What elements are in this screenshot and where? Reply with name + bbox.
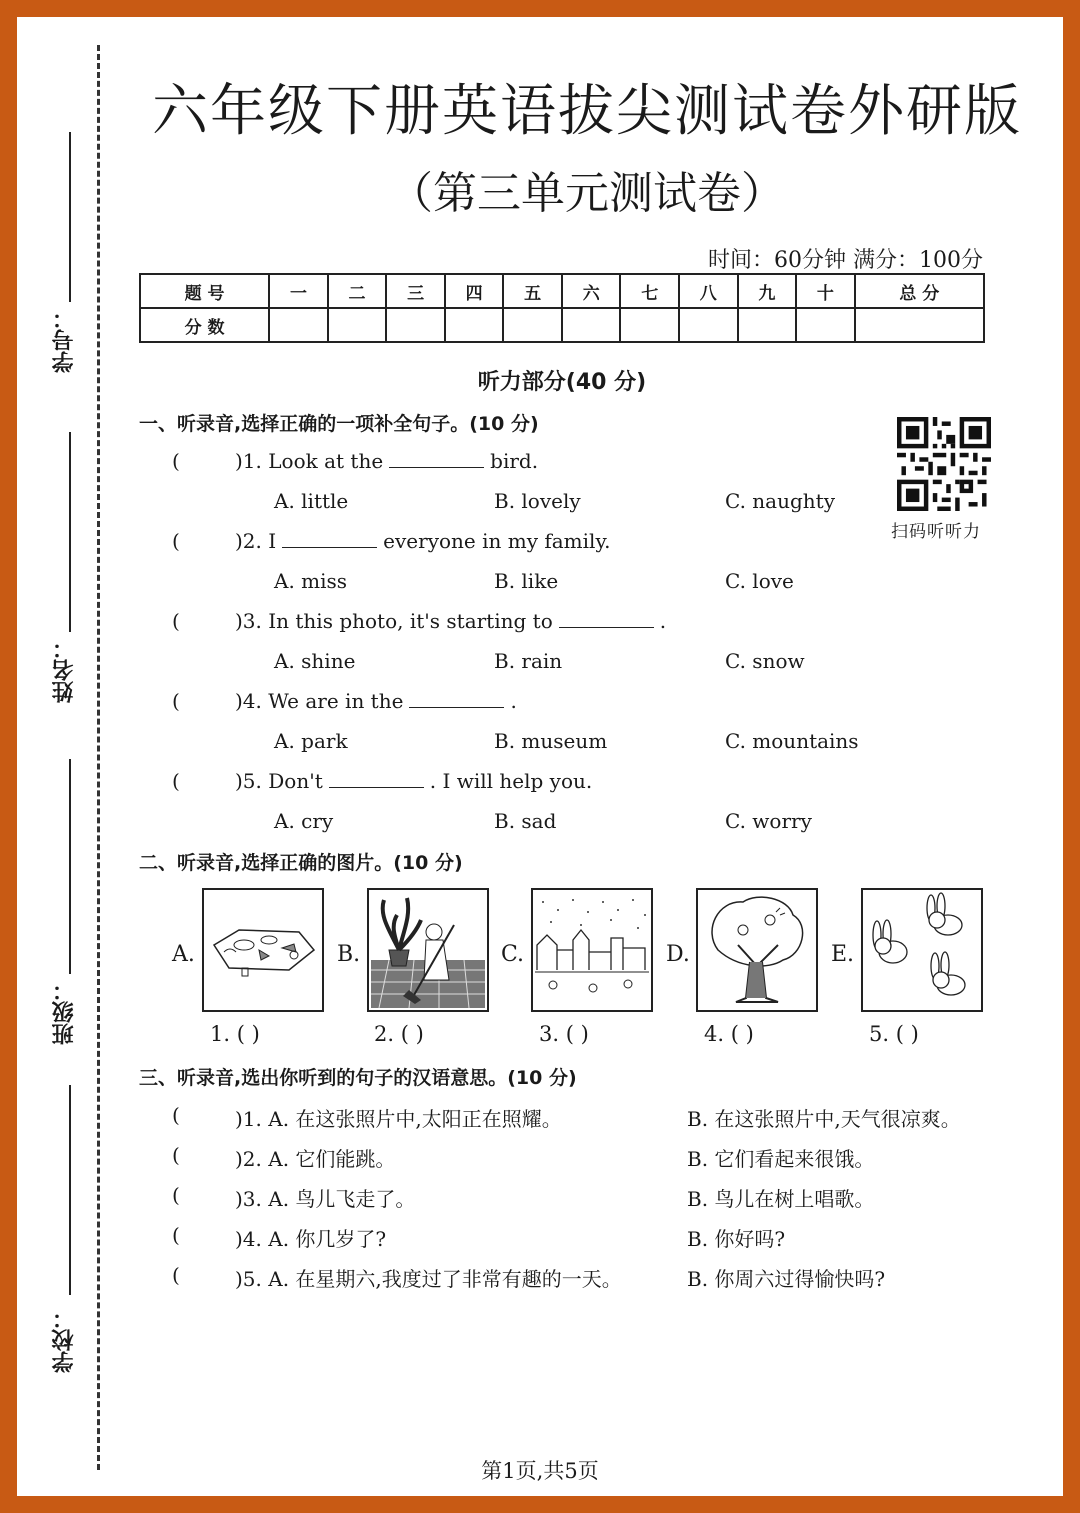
pic-c-letter: C. xyxy=(501,942,525,967)
student-id-label: 学号： xyxy=(52,307,77,373)
s1-q5-option-c: C. worry xyxy=(725,809,812,833)
picture-b-girl-sweeping[interactable] xyxy=(367,888,489,1012)
school-line xyxy=(69,1085,71,1295)
s1-q1-option-b: B. lovely xyxy=(494,489,581,513)
score-header-cell: 七 xyxy=(620,274,679,308)
s3-q3-paren[interactable]: ( xyxy=(172,1183,180,1207)
picture-d-birds-in-tree[interactable] xyxy=(696,888,818,1012)
s3-q1-option-b: B. 在这张照片中,天气很凉爽。 xyxy=(687,1107,961,1131)
score-header-cell: 八 xyxy=(679,274,738,308)
s3-q4-option-a xyxy=(235,1223,386,1252)
class-label: 班级： xyxy=(52,979,77,1045)
s1-q4-option-b: B. museum xyxy=(494,729,608,753)
rabbits-icon xyxy=(863,890,981,1010)
score-cell[interactable] xyxy=(503,308,562,342)
qr-label: 扫码听听力 xyxy=(891,522,981,542)
score-header-cell: 一 xyxy=(269,274,328,308)
pic-answer-4[interactable]: 4. ( ) xyxy=(704,1022,754,1046)
score-cell[interactable] xyxy=(269,308,328,342)
girl-sweeping-icon xyxy=(369,890,487,1010)
s1-q3-option-a: A. shine xyxy=(274,649,356,673)
s1-q1-post: bird. xyxy=(490,449,539,473)
s1-q1-num: )1. xyxy=(235,449,262,473)
student-id-line xyxy=(69,132,71,302)
s1-q5-option-b: B. sad xyxy=(494,809,557,833)
score-cell[interactable] xyxy=(620,308,679,342)
s3-q3-option-a xyxy=(235,1183,415,1212)
s1-q2-pre: I xyxy=(268,529,277,553)
s1-q1-option-a: A. little xyxy=(274,489,349,513)
class-line xyxy=(69,759,71,974)
listening-heading: 听力部分(40 分) xyxy=(477,370,647,395)
s3-q5-a-text: A. 在星期六,我度过了非常有趣的一天。 xyxy=(268,1267,622,1291)
s1-q4-pre: We are in the xyxy=(268,689,404,713)
s3-q2-option-b: B. 它们看起来很饿。 xyxy=(687,1147,875,1171)
s3-q4-a-text: A. 你几岁了? xyxy=(268,1227,387,1251)
s1-q5-pre: Don't xyxy=(268,769,323,793)
score-header-cell: 十 xyxy=(796,274,855,308)
answer-blank[interactable] xyxy=(282,529,377,548)
pic-b-letter: B. xyxy=(337,942,361,967)
s1-q3-post: . xyxy=(659,609,667,633)
s1-q5-option-a: A. cry xyxy=(274,809,334,833)
s3-q1-num: )1. xyxy=(235,1107,262,1131)
score-header-cell: 五 xyxy=(503,274,562,308)
s1-q2-paren[interactable]: ( xyxy=(172,529,180,553)
picture-e-rabbits[interactable] xyxy=(861,888,983,1012)
s3-q1-a-text: A. 在这张照片中,太阳正在照耀。 xyxy=(268,1107,562,1131)
s3-q5-option-a xyxy=(235,1263,622,1292)
pic-a-letter: A. xyxy=(172,942,195,967)
s1-q3-option-b: B. rain xyxy=(494,649,563,673)
score-cell[interactable] xyxy=(855,308,984,342)
pic-e-letter: E. xyxy=(831,942,855,967)
page-subtitle: （第三单元测试卷） xyxy=(389,168,785,219)
answer-blank[interactable] xyxy=(409,689,504,708)
messy-table-icon xyxy=(204,890,322,1010)
s1-q2-post: everyone in my family. xyxy=(383,529,611,553)
s3-q5-paren[interactable]: ( xyxy=(172,1263,180,1287)
birds-in-tree-icon xyxy=(698,890,816,1010)
score-table xyxy=(139,273,985,343)
answer-blank[interactable] xyxy=(559,609,654,628)
exam-page xyxy=(17,17,1063,1496)
score-cell[interactable] xyxy=(679,308,738,342)
picture-c-snowy-town[interactable] xyxy=(531,888,653,1012)
s3-q1-paren[interactable]: ( xyxy=(172,1103,180,1127)
s3-q5-num: )5. xyxy=(235,1267,262,1291)
page-footer: 第1页,共5页 xyxy=(481,1459,599,1483)
page-title: 六年级下册英语拔尖测试卷外研版 xyxy=(152,79,1022,144)
s1-q1-option-c: C. naughty xyxy=(725,489,836,513)
answer-blank[interactable] xyxy=(329,769,424,788)
school-label: 学校： xyxy=(52,1307,77,1373)
s1-q4-paren[interactable]: ( xyxy=(172,689,180,713)
score-header-cell: 三 xyxy=(386,274,445,308)
s1-q2-num: )2. xyxy=(235,529,262,553)
s1-q4-post: . xyxy=(510,689,517,713)
s3-q2-option-a xyxy=(235,1143,395,1172)
s1-q1-stem xyxy=(235,449,538,473)
s1-q4-num: )4. xyxy=(235,689,262,713)
s1-q5-num: )5. xyxy=(235,769,262,793)
pic-answer-5[interactable]: 5. ( ) xyxy=(869,1022,919,1046)
s3-q1-option-a xyxy=(235,1103,562,1132)
s1-q5-paren[interactable]: ( xyxy=(172,769,180,793)
s1-q3-num: )3. xyxy=(235,609,262,633)
score-header-cell: 四 xyxy=(445,274,504,308)
pic-answer-1[interactable]: 1. ( ) xyxy=(210,1022,260,1046)
pic-d-letter: D. xyxy=(666,942,690,967)
score-cell[interactable] xyxy=(445,308,504,342)
name-line xyxy=(69,432,71,632)
s1-q2-option-a: A. miss xyxy=(274,569,348,593)
s1-q2-stem xyxy=(235,529,610,553)
s1-q1-paren[interactable]: ( xyxy=(172,449,180,473)
s3-q4-paren[interactable]: ( xyxy=(172,1223,180,1247)
section1-heading: 一、听录音,选择正确的一项补全句子。(10 分) xyxy=(139,413,539,435)
s1-q5-stem xyxy=(235,769,592,793)
score-header-cell: 总 分 xyxy=(855,274,984,308)
picture-a-messy-table[interactable] xyxy=(202,888,324,1012)
qr-code-icon[interactable] xyxy=(897,417,991,511)
score-cell[interactable] xyxy=(796,308,855,342)
s3-q3-a-text: A. 鸟儿飞走了。 xyxy=(268,1187,416,1211)
answer-blank[interactable] xyxy=(389,449,484,468)
score-table-header-row xyxy=(140,274,984,308)
s1-q5-post: . I will help you. xyxy=(429,769,593,793)
s3-q2-paren[interactable]: ( xyxy=(172,1143,180,1167)
s1-q3-option-c: C. snow xyxy=(725,649,805,673)
s3-q5-option-b: B. 你周六过得愉快吗? xyxy=(687,1267,886,1291)
name-label: 姓名： xyxy=(52,637,77,703)
s3-q4-option-b: B. 你好吗? xyxy=(687,1227,786,1251)
score-table-score-row xyxy=(140,308,984,342)
score-header-cell: 二 xyxy=(328,274,387,308)
score-header-cell: 题 号 xyxy=(140,274,269,308)
score-cell[interactable] xyxy=(562,308,621,342)
s1-q3-pre: In this photo, it's starting to xyxy=(268,609,553,633)
s1-q2-option-b: B. like xyxy=(494,569,559,593)
s3-q2-num: )2. xyxy=(235,1147,262,1171)
score-cell[interactable] xyxy=(386,308,445,342)
pic-answer-2[interactable]: 2. ( ) xyxy=(374,1022,424,1046)
score-cell[interactable] xyxy=(738,308,797,342)
s1-q4-stem xyxy=(235,689,517,713)
s1-q3-stem xyxy=(235,609,666,633)
pic-answer-3[interactable]: 3. ( ) xyxy=(539,1022,589,1046)
s1-q3-paren[interactable]: ( xyxy=(172,609,180,633)
score-row-label: 分 数 xyxy=(140,308,269,342)
snowy-town-icon xyxy=(533,890,651,1010)
s3-q2-a-text: A. 它们能跳。 xyxy=(268,1147,396,1171)
section2-heading: 二、听录音,选择正确的图片。(10 分) xyxy=(139,852,463,874)
s1-q2-option-c: C. love xyxy=(725,569,794,593)
s1-q1-pre: Look at the xyxy=(268,449,384,473)
score-header-cell: 六 xyxy=(562,274,621,308)
s1-q4-option-c: C. mountains xyxy=(725,729,859,753)
section3-heading: 三、听录音,选出你听到的句子的汉语意思。(10 分) xyxy=(139,1067,577,1089)
s3-q3-option-b: B. 鸟儿在树上唱歌。 xyxy=(687,1187,875,1211)
s3-q4-num: )4. xyxy=(235,1227,262,1251)
s3-q3-num: )3. xyxy=(235,1187,262,1211)
time-info: 时间：60分钟 满分：100分 xyxy=(708,248,983,273)
score-cell[interactable] xyxy=(328,308,387,342)
score-header-cell: 九 xyxy=(738,274,797,308)
binding-dashed-line xyxy=(97,45,100,1470)
s1-q4-option-a: A. park xyxy=(274,729,348,753)
